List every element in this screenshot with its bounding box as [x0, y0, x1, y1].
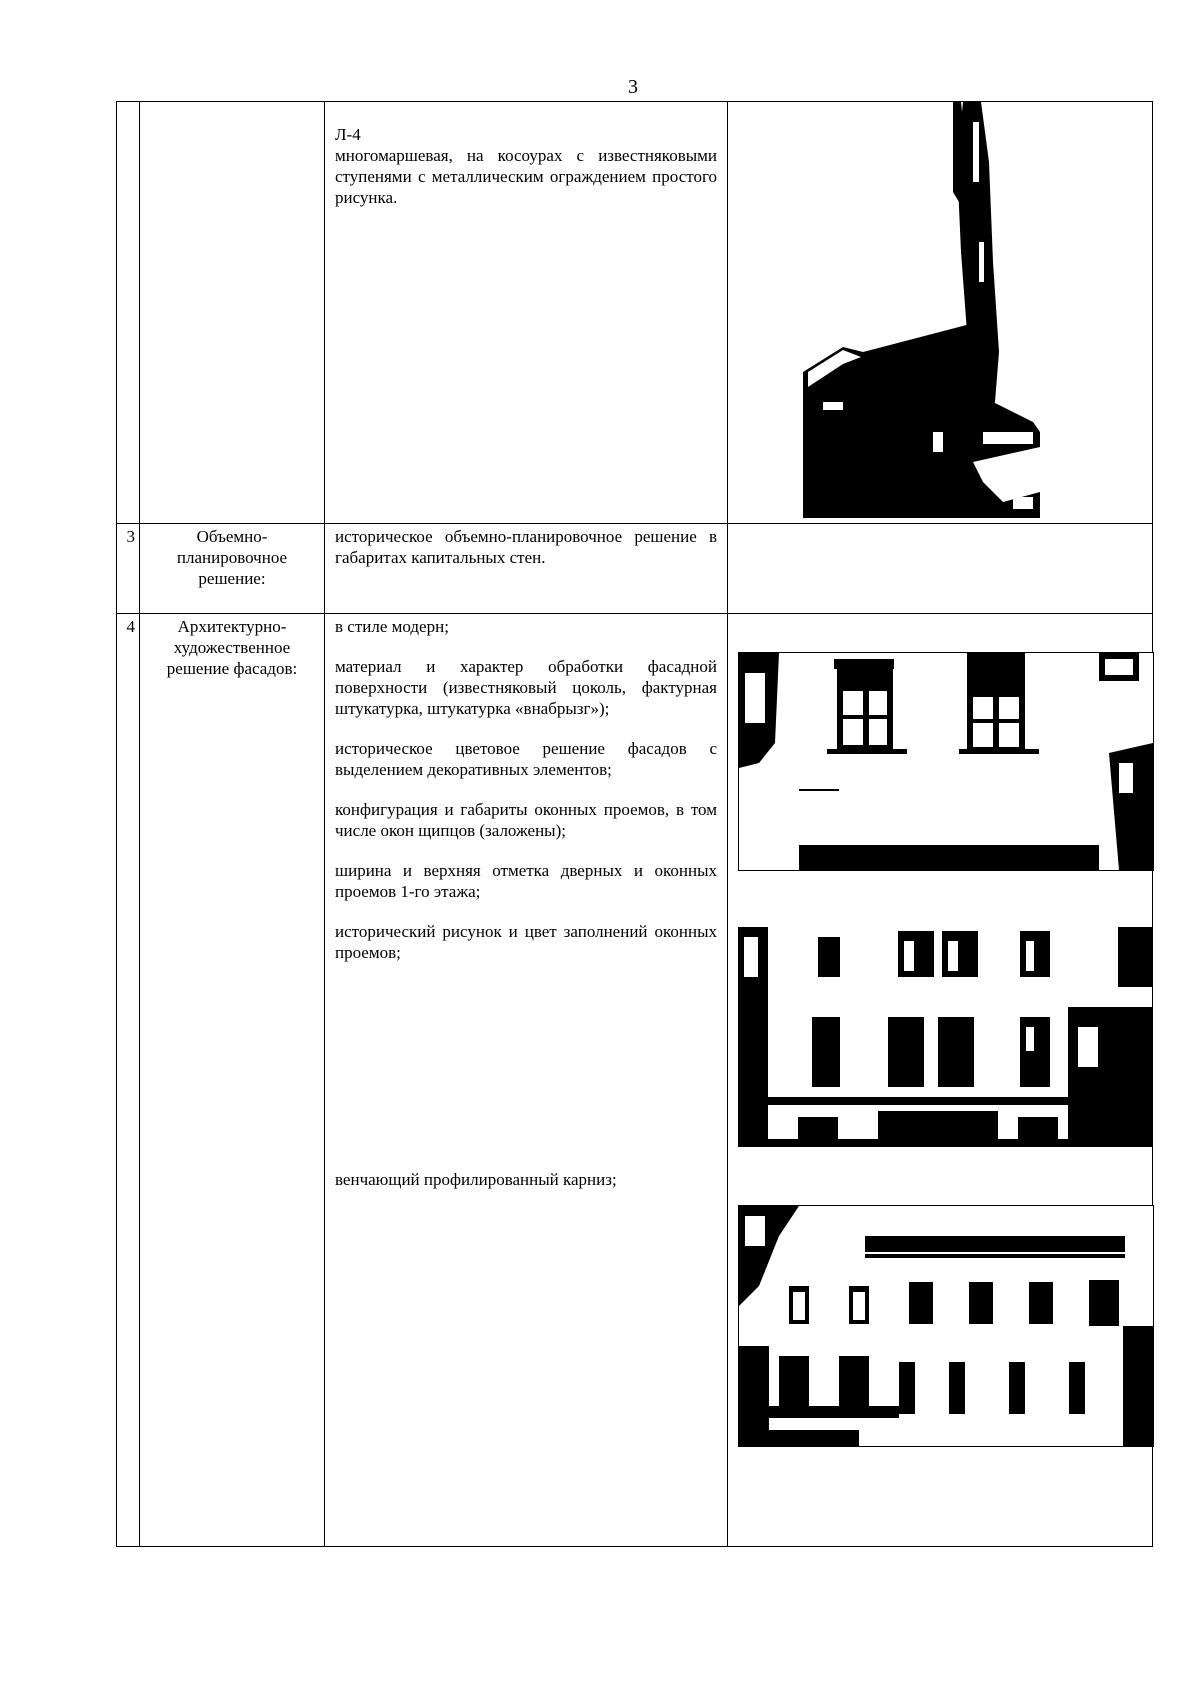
row-photo-cell	[728, 102, 1153, 524]
row-number-cell: 4	[117, 614, 140, 1547]
facade-style: в стиле модерн;	[335, 617, 449, 636]
row-photo-cell	[728, 614, 1153, 1547]
table-row	[117, 524, 1153, 614]
facade-full-photo	[738, 927, 1152, 1147]
protection-table	[116, 101, 1153, 1547]
row-number-cell	[117, 102, 140, 524]
row-description-cell	[325, 102, 728, 524]
table-row	[117, 102, 1153, 524]
facade-window-config: конфигурация и габариты оконных проемов, в том числе окон щипцов (заложены);	[335, 800, 717, 840]
row-name-cell	[140, 102, 325, 524]
page-number: 3	[628, 76, 638, 98]
row-name-cell: Архитектурно-художественное решение фасадов:	[140, 614, 325, 1547]
row-description-cell	[325, 524, 728, 614]
facade-material: материал и характер обработки фасадной поверхности (известняковый цоколь, фактурная штукатурка, штукатурка «внабрызг»);	[335, 657, 717, 718]
row-description-cell	[325, 614, 728, 1547]
volume-planning-description: историческое объемно-планировочное решение в габаритах капитальных стен.	[335, 527, 717, 567]
staircase-photo	[803, 102, 1040, 518]
facade-cornice-photo	[738, 1205, 1154, 1447]
row-number-cell: 3	[117, 524, 140, 614]
row-photo-cell	[728, 524, 1153, 614]
staircase-code: Л-4	[335, 125, 361, 144]
staircase-description: многомаршевая, на косоурах с известняковыми ступенями с металлическим ограждением простого рисунка.	[335, 146, 717, 207]
row-name-cell: Объемно-планировочное решение:	[140, 524, 325, 614]
facade-ground-floor-openings: ширина и верхняя отметка дверных и оконных проемов 1-го этажа;	[335, 861, 717, 901]
table-row	[117, 614, 1153, 1547]
facade-color: историческое цветовое решение фасадов с выделением декоративных элементов;	[335, 739, 717, 779]
facade-windows-photo	[738, 652, 1154, 871]
facade-window-fill: исторический рисунок и цвет заполнений оконных проемов;	[335, 922, 717, 962]
facade-cornice: венчающий профилированный карниз;	[335, 1170, 617, 1189]
